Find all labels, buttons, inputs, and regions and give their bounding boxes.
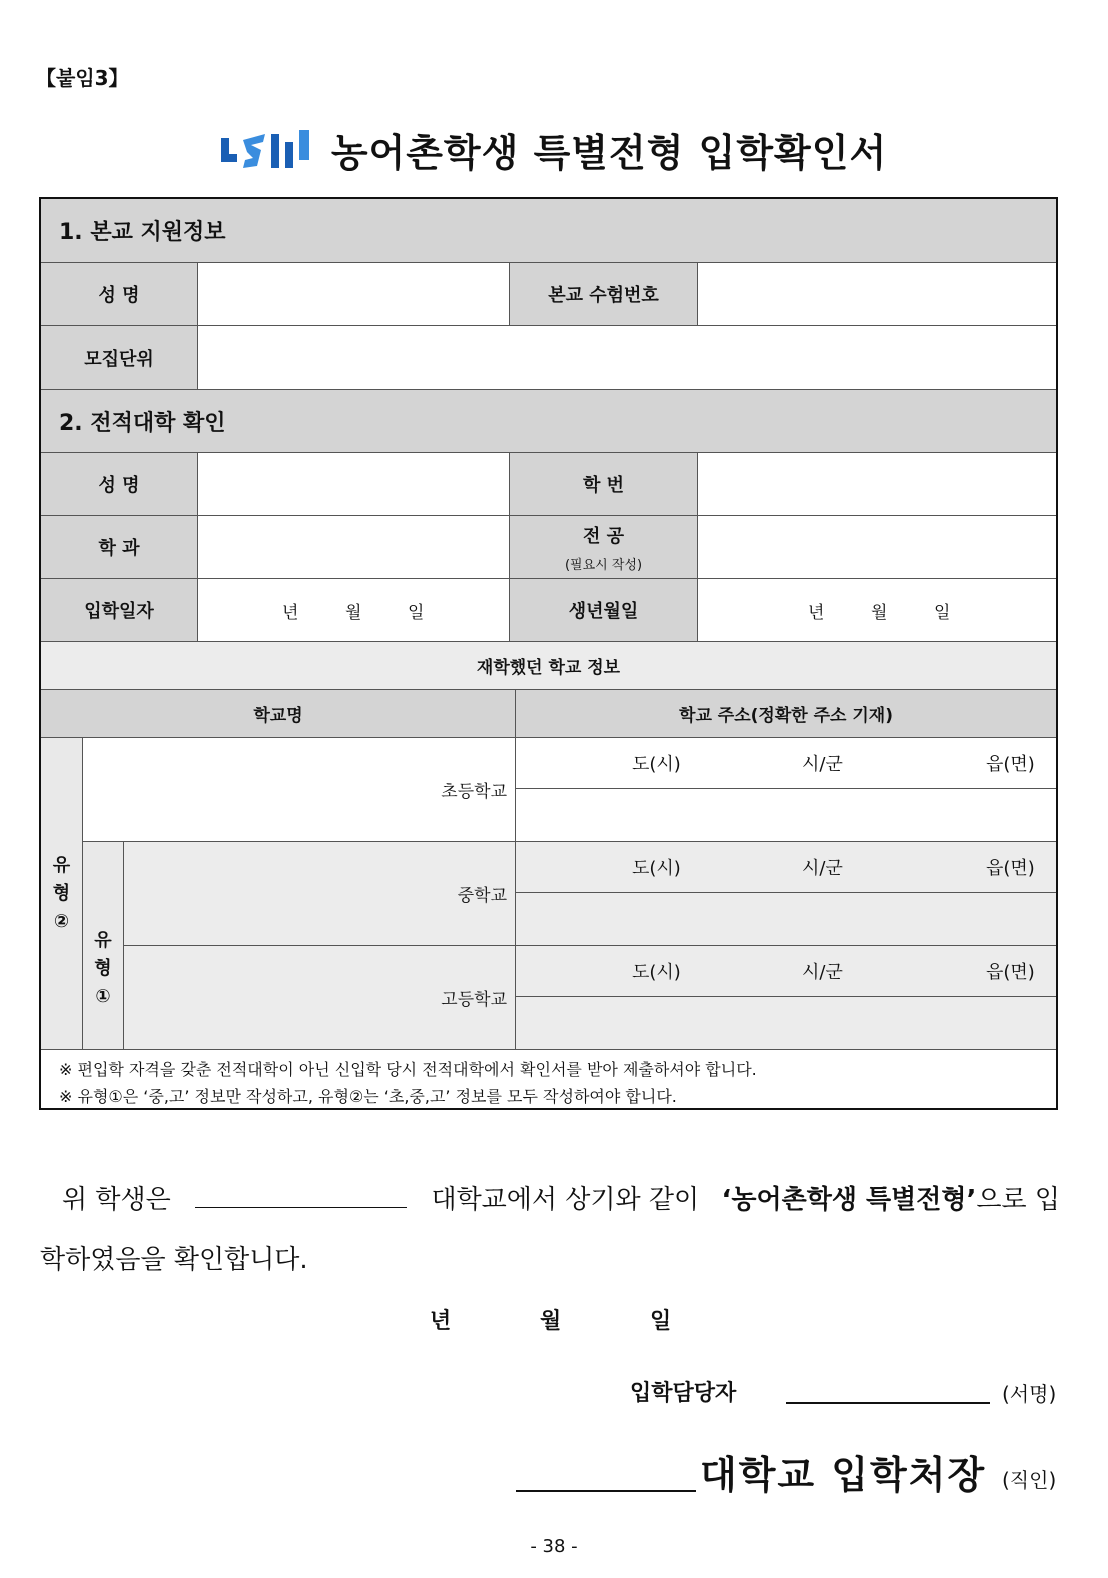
recruit-unit-field[interactable]: [198, 326, 1056, 389]
officer-signature-line[interactable]: [786, 1402, 990, 1404]
head-label: 대학교 입학처장: [700, 1453, 987, 1497]
prev-name-label: 성 명: [41, 453, 197, 515]
middle-school-label: 중학교: [457, 886, 507, 906]
middle-school-name-field[interactable]: [124, 842, 515, 945]
entry-month-unit: 월: [345, 602, 362, 623]
statement-part1: 위 학생은: [62, 1185, 171, 1215]
applicant-name-field[interactable]: [198, 263, 509, 325]
birth-month-unit: 월: [871, 602, 888, 623]
statement-part3: 으로 입: [976, 1185, 1060, 1215]
elementary-province: 도(시): [632, 754, 681, 775]
school-info-header: 재학했던 학교 정보: [41, 642, 1056, 689]
middle-address-field[interactable]: [516, 893, 1056, 945]
school-address-column-header: 학교 주소(정확한 주소 기재): [516, 690, 1056, 737]
exam-number-field[interactable]: [698, 263, 1056, 325]
elementary-address-field[interactable]: [516, 789, 1056, 841]
type1-label: [83, 842, 123, 1049]
note-2: ※ 유형①은 ‘중,고’ 정보만 작성하고, 유형②는 ‘초,중,고’ 정보를 모두 작성하여야 합니다.: [59, 1087, 677, 1106]
elementary-school-label: 초등학교: [441, 782, 507, 802]
recruit-unit-label: 모집단위: [41, 326, 197, 389]
prev-name-field[interactable]: [198, 453, 509, 515]
type2-char-2: 형: [52, 882, 71, 904]
page-number: - 38 -: [530, 1536, 578, 1557]
middle-address-row: [516, 842, 1056, 892]
note-1: ※ 편입학 자격을 갖춘 전적대학이 아닌 신입학 당시 전적대학에서 확인서를 받아 제출하셔야 합니다.: [59, 1060, 757, 1079]
middle-town: 읍(면): [986, 858, 1035, 879]
section1-heading: 1. 본교 지원정보: [41, 199, 1056, 262]
elementary-town: 읍(면): [986, 754, 1035, 775]
type2-label: [41, 738, 82, 1049]
high-address-row: [516, 946, 1056, 996]
high-address-field[interactable]: [516, 997, 1056, 1049]
elementary-city: 시/군: [802, 754, 843, 775]
date-year: 년: [430, 1309, 452, 1334]
date-month: 월: [540, 1309, 562, 1334]
elementary-address-row: [516, 738, 1056, 788]
title-block: [0, 122, 1108, 177]
department-field[interactable]: [198, 516, 509, 578]
statement-emphasis: ‘농어촌학생 특별전형’: [721, 1185, 977, 1215]
high-city: 시/군: [802, 962, 843, 983]
major-label: [510, 516, 697, 578]
entry-day-unit: 일: [408, 602, 425, 623]
school-name-column-header: 학교명: [41, 690, 515, 737]
head-seal-note: (직인): [1002, 1468, 1057, 1492]
middle-province: 도(시): [632, 858, 681, 879]
date-day: 일: [650, 1309, 672, 1334]
document-title: 농어촌학생 특별전형 입학확인서: [330, 131, 888, 175]
type2-char-3: ②: [53, 910, 70, 932]
officer-label: 입학담당자: [630, 1381, 737, 1406]
applicant-name-label: 성 명: [41, 263, 197, 325]
major-field[interactable]: [698, 516, 1056, 578]
birth-date-label: 생년월일: [510, 579, 697, 641]
student-number-field[interactable]: [698, 453, 1056, 515]
high-province: 도(시): [632, 962, 681, 983]
attachment-label: 【붙임3】: [36, 66, 129, 90]
notes: [59, 1056, 757, 1110]
university-name-blank[interactable]: [195, 1181, 407, 1208]
birth-day-unit: 일: [934, 602, 951, 623]
birth-year-unit: 년: [808, 602, 825, 623]
confirmation-statement: [40, 1170, 1060, 1290]
university-logo-icon: [221, 128, 313, 172]
birth-date-field[interactable]: [698, 579, 1056, 641]
entry-year-unit: 년: [282, 602, 299, 623]
type1-char-2: 형: [94, 957, 112, 979]
student-number-label: 학 번: [510, 453, 697, 515]
entry-date-field[interactable]: [198, 579, 509, 641]
form-table: [39, 197, 1058, 1110]
middle-city: 시/군: [802, 858, 843, 879]
statement-part2: 대학교에서 상기와 같이: [431, 1185, 700, 1215]
high-school-label: 고등학교: [441, 990, 507, 1010]
high-town: 읍(면): [986, 962, 1035, 983]
department-label: 학 과: [41, 516, 197, 578]
statement-line2: 학하였음을 확인합니다.: [40, 1245, 308, 1275]
exam-number-label: 본교 수험번호: [510, 263, 697, 325]
university-name-line[interactable]: [516, 1490, 696, 1492]
entry-date-label: 입학일자: [41, 579, 197, 641]
type1-char-3: ①: [95, 985, 111, 1007]
officer-sign-note: (서명): [1002, 1382, 1057, 1406]
major-label-text: 전 공: [582, 525, 625, 547]
major-note: (필요시 작성): [564, 557, 643, 573]
high-school-name-field[interactable]: [124, 946, 515, 1049]
type1-char-1: 유: [94, 929, 112, 951]
section2-heading: 2. 전적대학 확인: [41, 390, 1056, 452]
elementary-school-name-field[interactable]: [83, 738, 515, 841]
type2-char-1: 유: [52, 854, 71, 876]
